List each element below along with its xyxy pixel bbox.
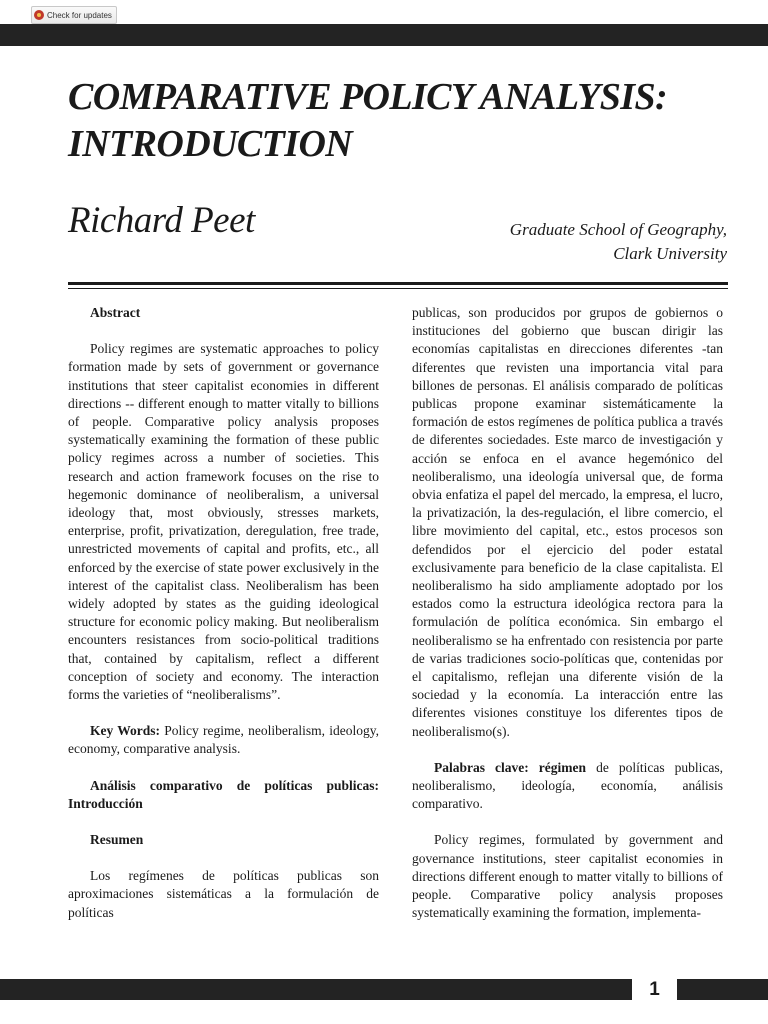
spanish-title: Análisis comparativo de políticas publicas: Introducción <box>68 777 379 811</box>
palabras-clave-label: Palabras clave: régimen <box>434 759 587 775</box>
introduction-text: Policy regimes, formulated by government and governance institutions, steer capitalist economies in directions different enough to matter vitally to billions of people. Comparative policy analysis proposes systematically examining the formation, implementa- <box>412 832 723 921</box>
right-column <box>412 304 723 923</box>
resumen-heading: Resumen <box>90 832 144 848</box>
abstract-text: Policy regimes are systematic approaches to policy formation made by sets of government or governance institutions that steer capitalist economies in different directions -- different enough to matter vitally to billions of people. Comparative policy analysis proposes systematically examining the formation of these public policy regimes across a number of societies. This research and action framework focuses on the rise to hegemonic dominance of neoliberalism, a universal ideology that, most obviously, stresses markets, enterprise, profit, privatization, deregulation, free trade, unrestricted movements of capital and profits, etc., all enforced by the exercise of state power exclusively in the interest of the capitalist class. Neoliberalism has been widely adopted by states as the guiding ideological structure for economic policy making. But neoliberalism encounters resistances from socio-political traditions that, contained by capitalism, reflect a different conception of society and economy. The interaction forms the varieties of “neoliberalisms”. <box>68 341 379 703</box>
resumen-text: Los regímenes de políticas publicas son aproximaciones sistemáticas a la formulación de políticas <box>68 868 379 920</box>
palabras-clave-paragraph <box>412 759 723 814</box>
footer-bar-right <box>677 979 768 1000</box>
palabras-clave-text: de políticas publicas, neoliberalismo, ideología, economía, análisis comparativo. <box>412 759 723 812</box>
title-line-1: COMPARATIVE POLICY ANALYSIS: <box>68 76 668 118</box>
footer-bar-left <box>0 979 632 1000</box>
affiliation-line-1: Graduate School of Geography, <box>509 220 727 239</box>
keywords-paragraph <box>68 722 379 758</box>
keywords-label: Key Words: <box>90 723 161 739</box>
header-rule-thin <box>68 288 728 289</box>
article-title <box>68 74 728 168</box>
check-for-updates-button[interactable] <box>31 6 117 24</box>
title-line-2: INTRODUCTION <box>68 123 353 165</box>
keywords-text: Policy regime, neoliberalism, ideology, economy, comparative analysis. <box>68 723 379 757</box>
header-bar <box>0 24 768 46</box>
author-affiliation <box>510 218 727 266</box>
author-name: Richard Peet <box>68 200 255 241</box>
crossmark-icon <box>34 10 44 20</box>
left-column <box>68 304 379 922</box>
page-number: 1 <box>649 979 660 1000</box>
abstract-heading: Abstract <box>90 305 141 320</box>
header-rule-thick <box>68 282 728 285</box>
resumen-continued-text: publicas, son producidos por grupos de gobiernos o instituciones del gobierno que buscan dirigir las economías capitalistas en direcciones diferentes -tan diferentes que revisten una importancia vital para billones de personas. El análisis comparado de políticas publicas propone examinar sistemáticamente la formación de estos regímenes de política publica a través de diferentes sociedades. Este marco de investigación y acción se enfoca en el avance hegemónico del neoliberalismo, una ideología universal que, de forma obvia enfatiza el papel del mercado, la empresa, el lucro, la privatización, la des-regulación, el libre comercio, el libre movimiento del capital, etc., estos procesos son defendidos por el ejercicio del poder estatal exclusivamente para beneficio de la clase capitalista. El neoliberalismo ha sido ampliamente adoptado por los estados como la estructura ideológica rectora para la formulación de política económica. Sin embargo el neoliberalismo se ha enfrentado con resistencia por parte de varias tradiciones socio-políticas que, contenidas por el capitalismo, reflejan una diferente visión de la sociedad y la economía. La interacción entre las diferentes visiones constituye los diferentes tipos de neoliberalismo(s). <box>412 305 723 739</box>
affiliation-line-2: Clark University <box>613 244 727 263</box>
check-for-updates-label: Check for updates <box>47 10 112 20</box>
